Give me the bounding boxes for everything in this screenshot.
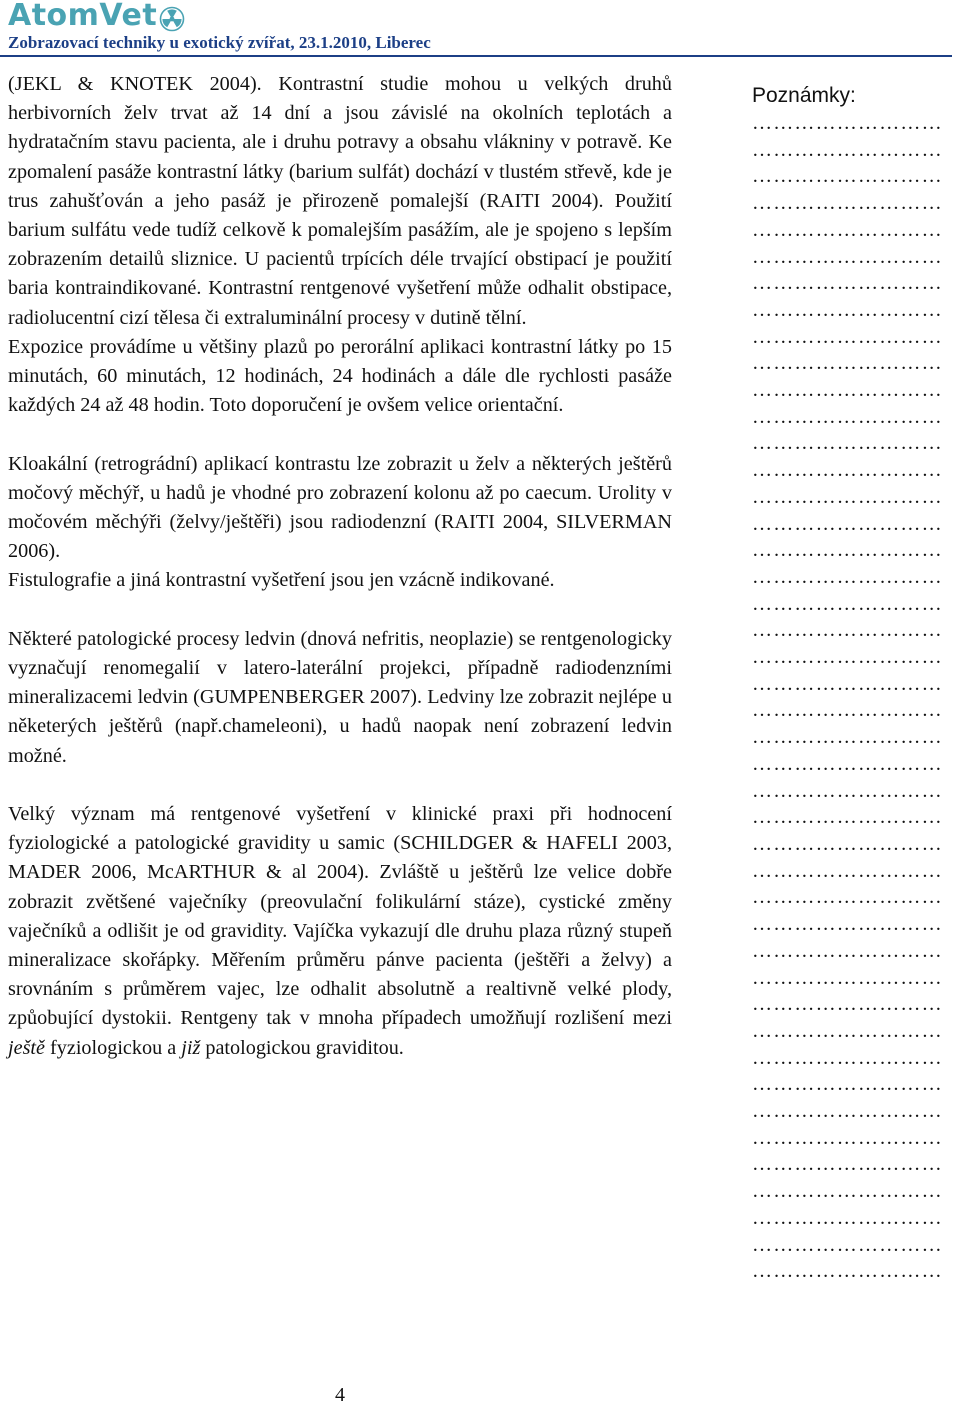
- italic-word: ještě: [8, 1036, 45, 1059]
- notes-dot-line: ………………………: [752, 1260, 943, 1283]
- atomvet-logo: [8, 0, 952, 32]
- notes-dot-line: ………………………: [752, 592, 943, 615]
- notes-dot-line: ………………………: [752, 1073, 943, 1096]
- paragraph: Fistulografie a jiná kontrastní vyšetření jsou jen vzácně indikované.: [8, 569, 555, 592]
- notes-dot-line: ………………………: [752, 752, 943, 775]
- paragraph: Některé patologické procesy ledvin (dnová nefritis, neoplazie) se rentgenologicky vyznačují renomegalií v latero-laterální projekci, případně radiodenzními mineralizacemi ledvin (GUMPENBERGER 2007). Ledviny lze zobrazit nejlépe u něketerých ještěrů (např.chameleoni), u hadů naopak není zobrazení ledvin možné.: [8, 627, 672, 767]
- notes-dot-line: ………………………: [752, 298, 943, 321]
- notes-dot-line: ………………………: [752, 405, 943, 428]
- notes-dot-line: ………………………: [752, 1046, 943, 1069]
- notes-dot-line: ………………………: [752, 699, 943, 722]
- notes-dot-line: ………………………: [752, 1206, 943, 1229]
- notes-dot-line: ………………………: [752, 379, 943, 402]
- notes-dot-line: ………………………: [752, 1153, 943, 1176]
- paragraph-text: patologickou graviditou.: [200, 1036, 404, 1059]
- paragraph-text: Velký význam má rentgenové vyšetření v klinické praxi při hodnocení fyziologické a patologické gravidity u samic (SCHILDGER & HAFELI 2003, MADER 2006, McARTHUR & al 2004). Zvláště u ještěrů lze velice dobře zobrazit zvětšené vaječníky (preovulační folikulární stáze), cystické změny vaječníků a odlišit je od gravidity. Vajíčka vykazují dle druhu plaza různý stupeň mineralizace skořápky. Měřením průměru pánve pacienta (ještěři a želvy) a srovnáním s průměrem vajec, lze odhalit absolutně a realtivně velké plody, způobující dystokii. Rentgeny tak v mnoha případech umožňují rozlišení mezi: [8, 803, 672, 1030]
- notes-dot-line: ………………………: [752, 192, 943, 215]
- main-text: [8, 70, 672, 1063]
- notes-dot-line: ………………………: [752, 726, 943, 749]
- paragraph: Expozice provádíme u většiny plazů po perorální aplikaci kontrastní látky po 15 minutách, 60 minutách, 12 hodinách, 24 hodinách a dále dle rychlosti pasáže každých 24 až 48 hodin. Toto doporučení je ovšem velice orientační.: [8, 335, 672, 417]
- notes-dot-line: ………………………: [752, 619, 943, 642]
- notes-dot-line: ………………………: [752, 939, 943, 962]
- page-header: [8, 0, 952, 53]
- notes-dot-line: ………………………: [752, 459, 943, 482]
- notes-lines: [752, 110, 958, 1285]
- page-number: 4: [335, 1384, 345, 1406]
- notes-dot-line: ………………………: [752, 806, 943, 829]
- notes-dot-line: ………………………: [752, 565, 943, 588]
- notes-dot-line: ………………………: [752, 832, 943, 855]
- notes-dot-line: ………………………: [752, 325, 943, 348]
- paragraph: Kloakální (retrográdní) aplikací kontrastu lze zobrazit u želv a některých ještěrů močový měchýř, u hadů je vhodné pro zobrazení kolonu až po caecum. Urolity v močovém měchýři (želvy/ještěři) jsou radiodenzní (RAITI 2004, SILVERMAN 2006).: [8, 452, 672, 563]
- notes-dot-line: ………………………: [752, 1180, 943, 1203]
- notes-dot-line: ………………………: [752, 432, 943, 455]
- notes-dot-line: ………………………: [752, 218, 943, 241]
- paragraph-last: [8, 800, 672, 1063]
- notes-dot-line: ………………………: [752, 779, 943, 802]
- italic-word: již: [181, 1036, 201, 1059]
- header-subtitle: Zobrazovací techniky u exotický zvířat, 23.1.2010, Liberec: [8, 33, 431, 52]
- notes-dot-line: ………………………: [752, 1100, 943, 1123]
- notes-dot-line: ………………………: [752, 165, 943, 188]
- notes-dot-line: ………………………: [752, 272, 943, 295]
- paragraph: (JEKL & KNOTEK 2004). Kontrastní studie mohou u velkých druhů herbivorních želv trvat až 14 dní a jsou závislé na okolních teplotách a hydratačním stavu pacienta, ale i druhu potravy a obsahu vlákniny v potravě. Ke zpomalení pasáže kontrastní látky (barium sulfát) dochází v tlustém střevě, kde je trus zahušťován a jeho pasáž je přirozeně pomalejší (RAITI 2004). Použití barium sulfátu vede tudíž celkově k pomalejším pasážím, ale je spojeno s lepším zobrazením detailů sliznice. U pacientů trpících déle trvající obstipací je použití baria kontraindikované. Kontrastní rentgenové vyšetření může odhalit obstipace, radiolucentní cizí tělesa či extraluminální procesy v dutině tělní.: [8, 73, 672, 329]
- notes-dot-line: ………………………: [752, 138, 943, 161]
- notes-dot-line: ………………………: [752, 112, 943, 134]
- notes-dot-line: ………………………: [752, 1233, 943, 1256]
- notes-dot-line: ………………………: [752, 1126, 943, 1149]
- notes-dot-line: ………………………: [752, 886, 943, 909]
- paragraph-text: fyziologickou a: [45, 1036, 182, 1059]
- notes-dot-line: ………………………: [752, 993, 943, 1016]
- logo-text: AtomVet: [8, 0, 158, 33]
- notes-title: Poznámky:: [752, 84, 856, 107]
- notes-dot-line: ………………………: [752, 485, 943, 508]
- notes-column: [752, 82, 958, 1285]
- header-divider: [0, 55, 952, 57]
- notes-dot-line: ………………………: [752, 859, 943, 882]
- notes-dot-line: ………………………: [752, 539, 943, 562]
- notes-dot-line: ………………………: [752, 966, 943, 989]
- notes-dot-line: ………………………: [752, 672, 943, 695]
- notes-dot-line: ………………………: [752, 352, 943, 375]
- notes-dot-line: ………………………: [752, 913, 943, 936]
- radiation-icon: [159, 6, 185, 32]
- notes-dot-line: ………………………: [752, 512, 943, 535]
- notes-dot-line: ………………………: [752, 646, 943, 669]
- notes-dot-line: ………………………: [752, 245, 943, 268]
- notes-dot-line: ………………………: [752, 1019, 943, 1042]
